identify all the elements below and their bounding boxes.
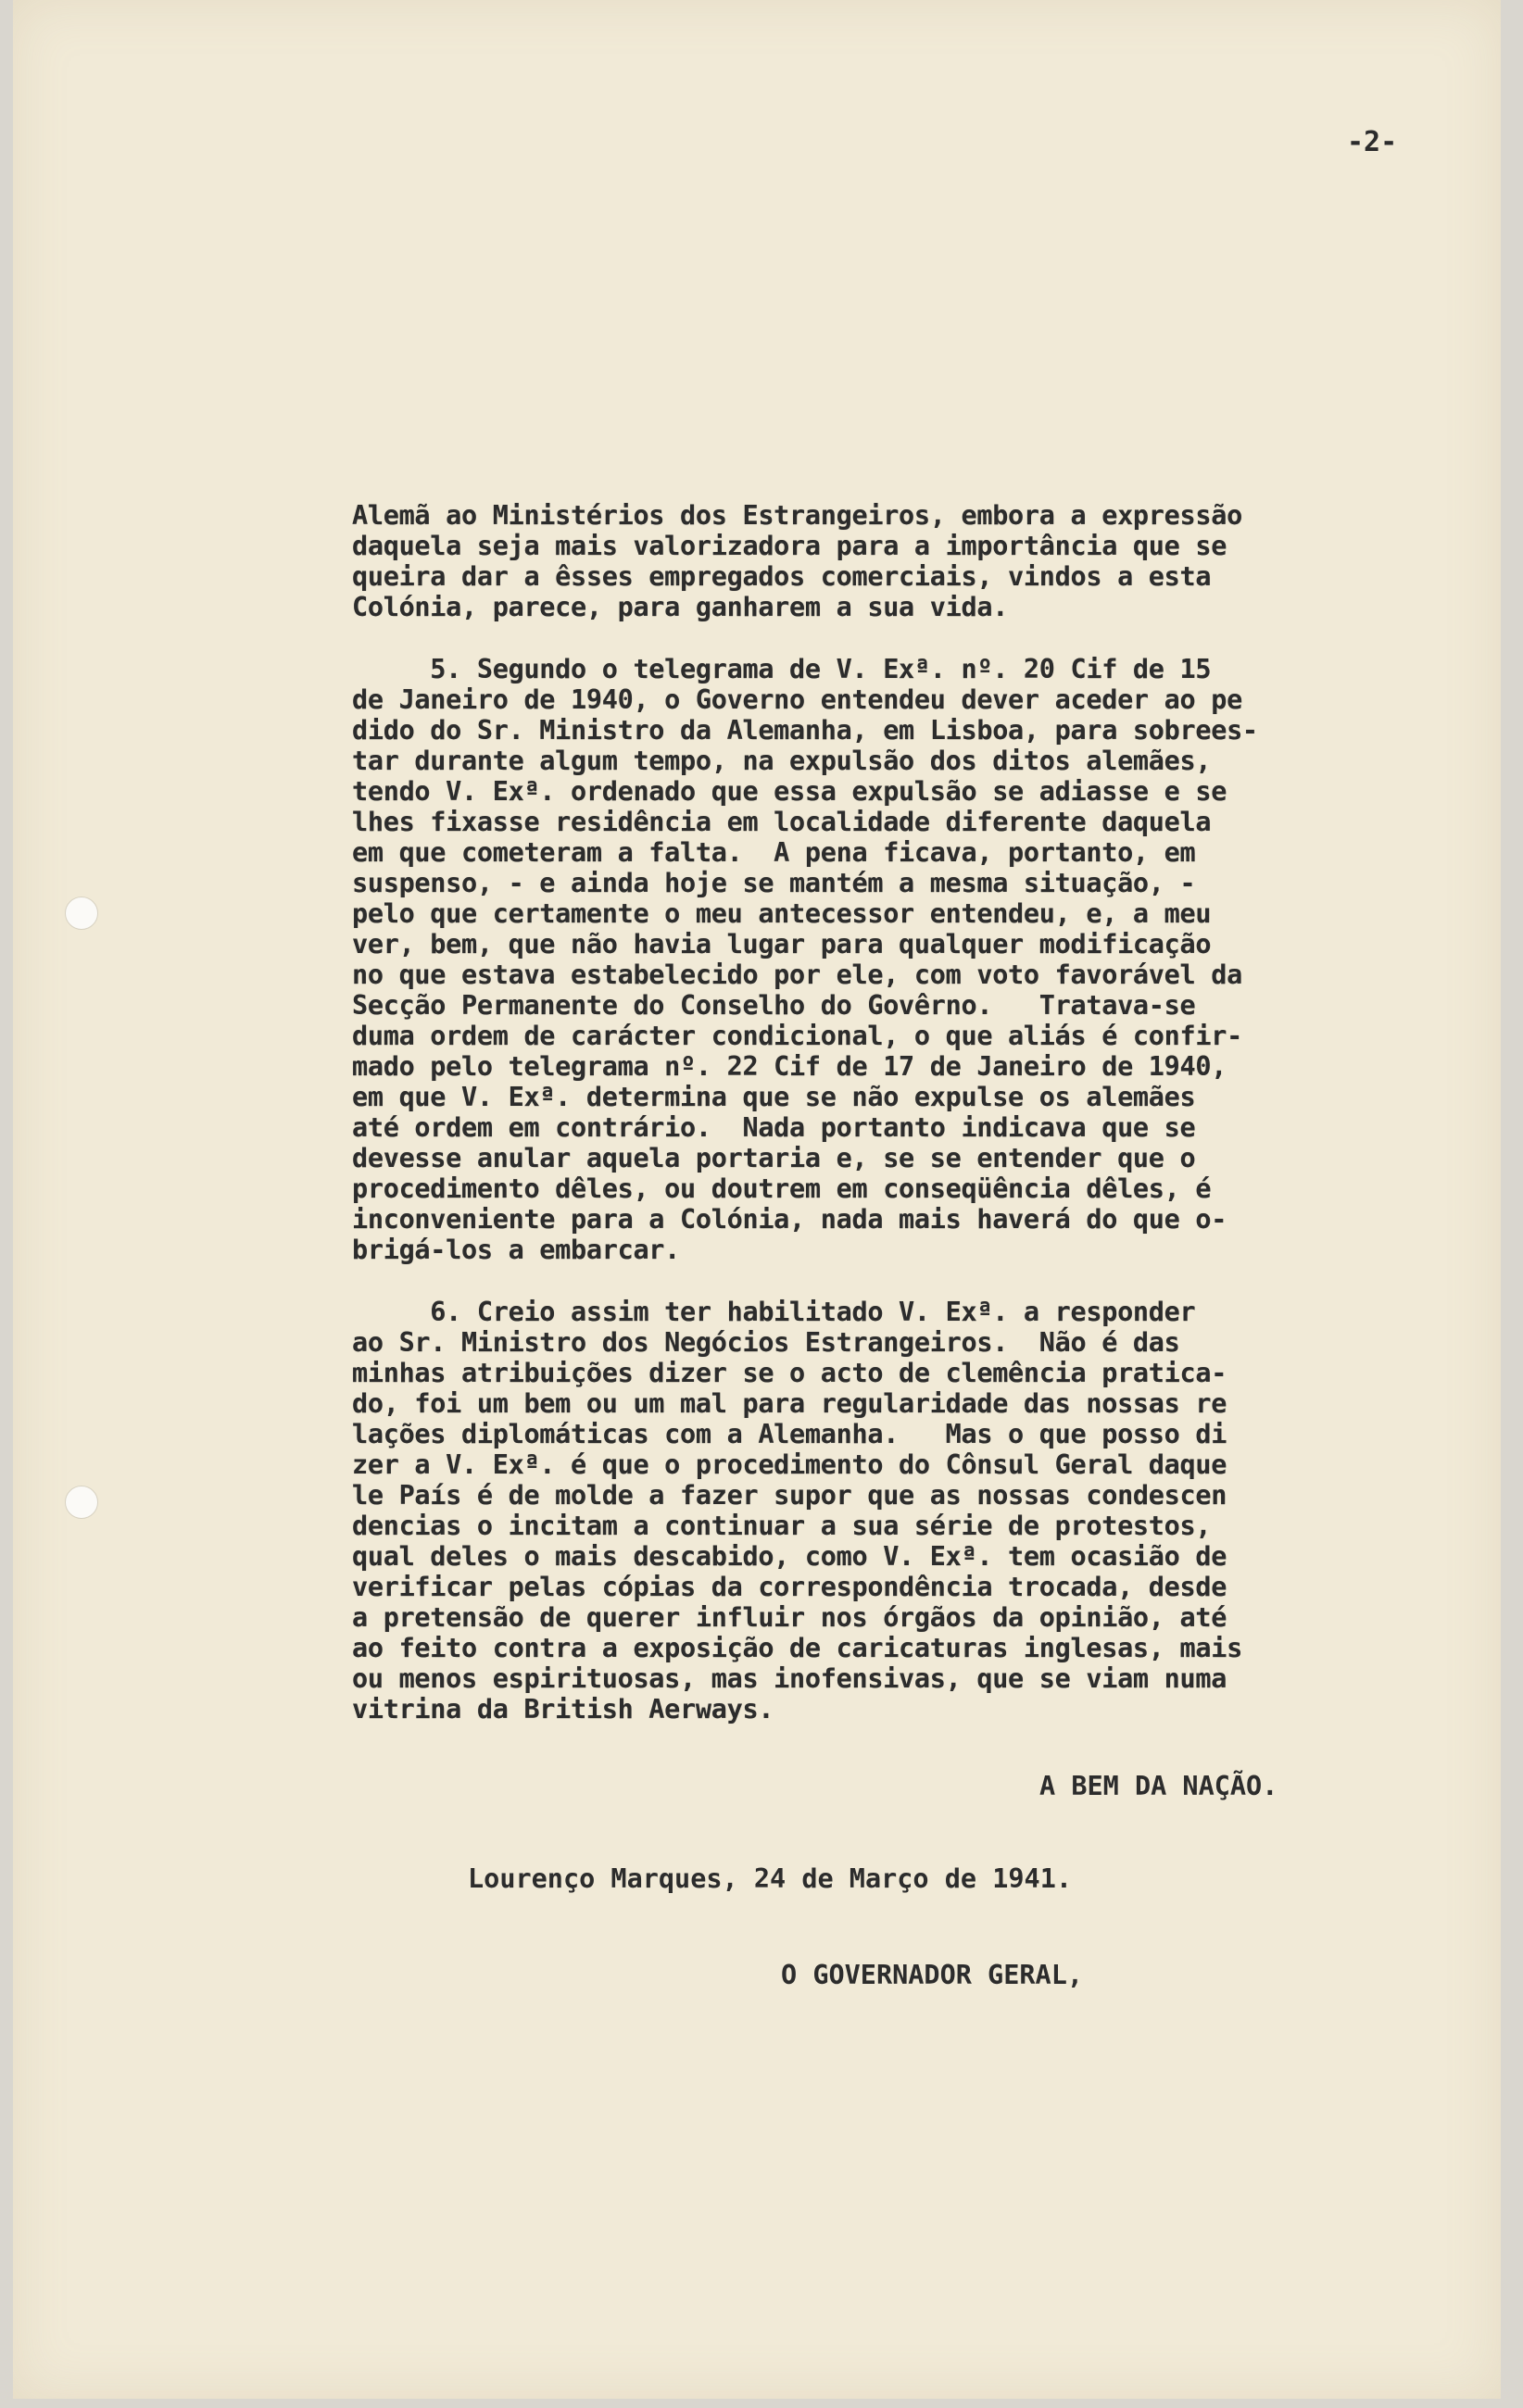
- text-line: 6. Creio assim ter habilitado V. Exª. a responder: [352, 1297, 1196, 1327]
- paragraph-intro: [352, 500, 1417, 622]
- text-line: em que V. Exª. determina que se não expulse os alemães: [352, 1082, 1196, 1112]
- text-line: ao Sr. Ministro dos Negócios Estrangeiros. Não é das: [352, 1327, 1180, 1358]
- text-line: a pretensão de querer influir nos órgãos da opinião, até: [352, 1602, 1227, 1633]
- text-line: do, foi um bem ou um mal para regularidade das nossas re: [352, 1388, 1227, 1419]
- text-line: lhes fixasse residência em localidade diferente daquela: [352, 807, 1212, 837]
- text-line: inconveniente para a Colónia, nada mais haverá do que o-: [352, 1204, 1227, 1235]
- text-line: brigá-los a embarcar.: [352, 1235, 681, 1265]
- closing-salutation: A BEM DA NAÇÃO.: [1039, 1771, 1278, 1801]
- text-line: minhas atribuições dizer se o acto de clemência pratica-: [352, 1358, 1227, 1388]
- text-line: qual deles o mais descabido, como V. Exª. tem ocasião de: [352, 1541, 1227, 1572]
- text-line: pelo que certamente o meu antecessor entendeu, e, a meu: [352, 898, 1212, 929]
- text-line: no que estava estabelecido por ele, com voto favorável da: [352, 959, 1242, 990]
- text-line: devesse anular aquela portaria e, se se entender que o: [352, 1143, 1196, 1173]
- text-line: até ordem em contrário. Nada portanto indicava que se: [352, 1112, 1196, 1143]
- text-line: dido do Sr. Ministro da Alemanha, em Lisboa, para sobrees-: [352, 715, 1258, 746]
- text-line: ver, bem, que não havia lugar para qualquer modificação: [352, 929, 1212, 959]
- punch-hole: [65, 897, 98, 930]
- text-line: duma ordem de carácter condicional, o que aliás é confir-: [352, 1021, 1242, 1051]
- paragraph-5: [352, 654, 1417, 1265]
- text-line: Colónia, parece, para ganharem a sua vida.: [352, 592, 1009, 622]
- text-line: procedimento dêles, ou doutrem em conseqüência dêles, é: [352, 1173, 1212, 1204]
- text-line: Secção Permanente do Conselho do Govêrno. Tratava-se: [352, 990, 1196, 1021]
- text-line: dencias o incitam a continuar a sua série de protestos,: [352, 1511, 1212, 1541]
- letter-body: [352, 500, 1417, 1756]
- place-and-date: Lourenço Marques, 24 de Março de 1941.: [468, 1863, 1073, 1894]
- text-line: ou menos espirituosas, mas inofensivas, que se viam numa: [352, 1663, 1227, 1694]
- text-line: em que cometeram a falta. A pena ficava, portanto, em: [352, 837, 1196, 868]
- text-line: 5. Segundo o telegrama de V. Exª. nº. 20 Cif de 15: [352, 654, 1212, 684]
- punch-hole: [65, 1486, 98, 1519]
- text-line: vitrina da British Aerways.: [352, 1694, 774, 1724]
- text-line: tendo V. Exª. ordenado que essa expulsão se adiasse e se: [352, 776, 1227, 807]
- signatory-title: O GOVERNADOR GERAL,: [781, 1960, 1084, 1990]
- page-number: -2-: [1347, 126, 1398, 158]
- text-line: verificar pelas cópias da correspondência trocada, desde: [352, 1572, 1227, 1602]
- text-line: zer a V. Exª. é que o procedimento do Cônsul Geral daque: [352, 1449, 1227, 1480]
- paragraph-6: [352, 1297, 1417, 1724]
- text-line: daquela seja mais valorizadora para a importância que se: [352, 531, 1227, 561]
- text-line: de Janeiro de 1940, o Governo entendeu dever aceder ao pe: [352, 684, 1242, 715]
- text-line: lações diplomáticas com a Alemanha. Mas o que posso di: [352, 1419, 1227, 1449]
- text-line: mado pelo telegrama nº. 22 Cif de 17 de Janeiro de 1940,: [352, 1051, 1227, 1082]
- text-line: queira dar a êsses empregados comerciais, vindos a esta: [352, 561, 1212, 592]
- text-line: tar durante algum tempo, na expulsão dos ditos alemães,: [352, 746, 1212, 776]
- text-line: Alemã ao Ministérios dos Estrangeiros, embora a expressão: [352, 500, 1242, 531]
- text-line: le País é de molde a fazer supor que as nossas condescen: [352, 1480, 1227, 1511]
- text-line: ao feito contra a exposição de caricaturas inglesas, mais: [352, 1633, 1242, 1663]
- text-line: suspenso, - e ainda hoje se mantém a mesma situação, -: [352, 868, 1196, 898]
